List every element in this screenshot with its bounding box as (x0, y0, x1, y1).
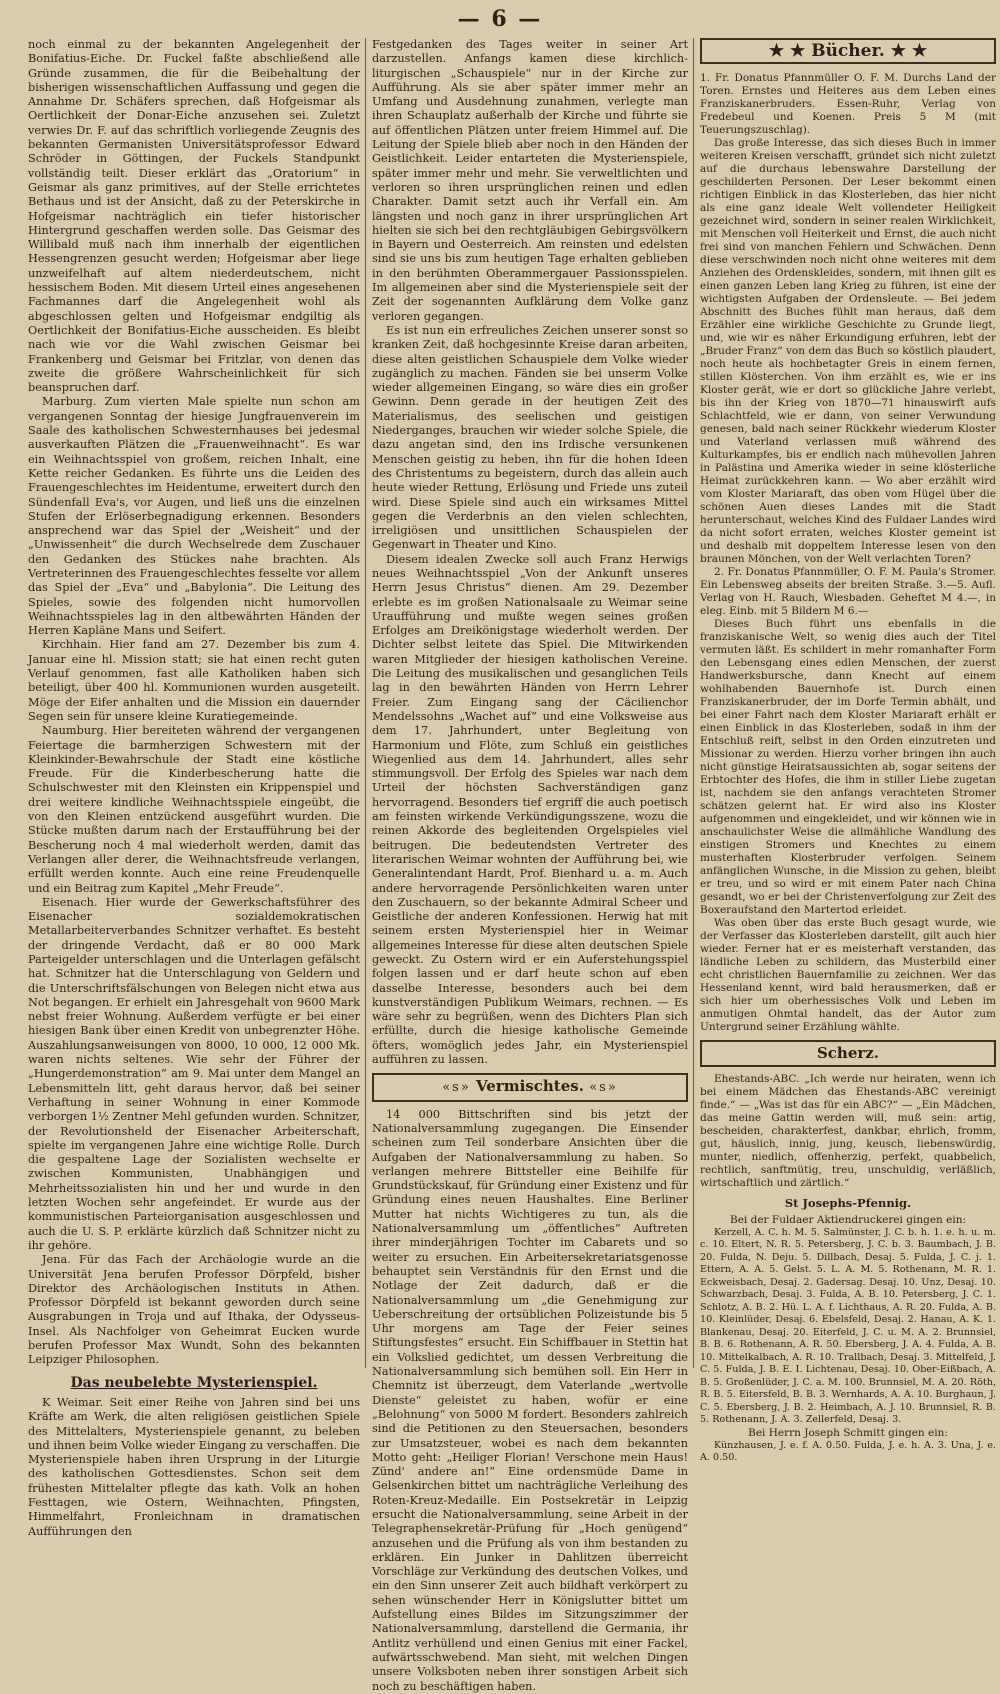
column-rule (693, 38, 694, 1368)
heading-vermischtes (372, 1073, 688, 1101)
article-mysterienspiel-cont: Festgedanken des Tages weiter in seiner Art darzustellen. Anfangs kamen diese kirchlich-liturgischen „Schauspiele“ nur in der Kirche zur Aufführung. Als sie aber später immer mehr an Umfang und Ausdehnung zunahmen, verlegte man ihren Schauplatz außerhalb der Kirche und führte sie auf öffentlichen Plätzen unter freiem Himmel auf. Die Leitung der Spiele blieb aber noch in den Händen der Geistlichkeit. Leider entarteten die Mysterienspiele, später immer mehr und mehr. Sie verweltlichten und verloren so ihren ursprünglichen reinen und edlen Charakter. Damit setzt auch ihr Verfall ein. Am längsten und noch ganz in ihrer ursprünglichen Art hielten sie sich bei den rechtgläubigen Gebirgsvölkern in Bayern und Oesterreich. Am reinsten und edelsten sind sie uns bis zum heutigen Tage erhalten geblieben in den berühmten Oberammergauer Passionsspielen. Im allgemeinen aber sind die Mysterienspiele seit der Zeit der sogenannten Aufklärung dem Volke ganz verloren gegangen. (372, 38, 688, 323)
ornament-right: «s» (589, 1080, 618, 1096)
star-icon: ★ ★ (768, 41, 806, 61)
column-rule (365, 38, 366, 1368)
article-mysterienspiel-p3: Diesem idealen Zwecke soll auch Franz Herwigs neues Weihnachtsspiel „Von der Ankunft unseres Herrn Jesus Christus“ dienen. Am 29. Dezember erlebte es im großen Nationalsaale zu Weimar seine Uraufführung und mußte wegen seines großen Erfolges am Dreikönigstage wiederholt werden. Der Dichter selbst leitete das Spiel. Die Mitwirkenden waren Mitglieder der hiesigen katholischen Vereine. Die Leitung des musikalischen und gesanglichen Teils lag in den bewährten Händen von Herrn Lehrer Freier. Zum Eingang sang der Cäcilienchor Mendelssohns „Wachet auf“ und eine Volksweise aus dem 17. Jahrhundert, unter Begleitung von Harmonium und Flöte, zum Schluß ein geistliches Wiegenlied aus dem 14. Jahrhundert, alles sehr stimmungsvoll. Der Erfolg des Spieles war nach dem Urteil der höchsten Sachverständigen ganz hervorragend. Besonders tief ergriff die auch poetisch am feinsten wirkende Verkündigungsszene, wozu die reinen Akkorde des begleitenden Orgelspieles viel beitrugen. Die bedeutendsten Vertreter des literarischen Weimar wohnten der Aufführung bei, wie Generalintendant Hardt, Prof. Bienhard u. a. m. Auch andere hervorragende Persönlichkeiten waren unter den Zuschauern, so der bekannte Admiral Scheer und Geistliche der anderen Konfessionen. Herwig hat mit seinem ersten Mysterienspiel hier in Weimar allgemeines Interesse für diese alten deutschen Spiele geweckt. Zu Ostern wird er ein Auferstehungsspiel folgen lassen und er darf heute schon auf eben dasselbe Interesse, besonders auch bei dem kunstverständigen Publikum Weimars, rechnen. — Es wäre sehr zu begrüßen, wenn des Dichters Plan sich erfüllte, durch die hiesige katholische Gemeinde öfters, womöglich jedes Jahr, ein Mysterienspiel aufführen zu lassen. (372, 552, 688, 1067)
column-middle (372, 38, 688, 1693)
book-1-review: Das große Interesse, das sich dieses Buch in immer weiteren Kreisen verschafft, gründet sich nicht zuletzt auf die durchaus lebenswahre Darstellung der geschilderten Personen. Der Leser bekommt einen richtigen Einblick in das Klosterleben, das hier nicht als eine ganz ideale Welt vollendeter Heiligkeit gezeichnet wird, sondern in seiner realen Wirklichkeit, mit Menschen voll Heiterkeit und Ernst, die auch nicht frei sind von manchen Fehlern und Schwächen. Denn diese verschwinden noch nicht ohne weiteres mit dem Anziehen des Ordenskleides, sondern, mit ihnen gilt es einen ganzen Leben lang Krieg zu führen, ist eine der wichtigsten Aufgaben der Ordensleute. — Bei jedem Abschnitt des Buches fühlt man heraus, daß dem Erzähler eine wirkliche Geschichte zu Grunde liegt, und, wie wir es näher Erkundigung erfuhren, lebt der „Bruder Franz“ von dem das Buch so köstlich plaudert, noch heute als hochbetagter Greis in einem fernen, stillen Klösterchen. Von ihm erzählt es, wie er ins Kloster gerät, wie er dort so glückliche Jahre verlebt, bis ihn der Krieg von 1870—71 hinauswirft aufs Schlachtfeld, wie er dann, von seiner Verwundung genesen, bald nach seiner Rückkehr wiederum Kloster und Vaterland verlassen muß während des Kulturkampfes, bis er endlich nach mühevollen Jahren in Palästina und Amerika wieder in seine klösterliche Heimat zurückkehren kann. — Wo aber erzählt wird vom Kloster Mariaraft, das oben vom Hügel über die schönen Auen dieses Landes mit die Stadt herunterschaut, welches Kind des Fuldaer Landes wird da nicht sofort erraten, welches Kloster gemeint ist und deshalb mit doppeltem Interesse lesen von den braunen Mönchen, von der Welt verlachten Toren? (700, 137, 996, 566)
heading-mysterienspiel: Das neubelebte Mysterienspiel. (70, 1374, 318, 1391)
article-eisenach: Eisenach. Hier wurde der Gewerkschaftsführer des Eisenacher sozialdemokratischen Metallarbeiterverbandes Schnitzer verhaftet. Es besteht der dringende Verdacht, daß er 80 000 Mark Parteigelder unterschlagen und die Unterlagen gefälscht hat. Schnitzer hat die Unterschlagung von Geldern und die Unterschriftsfälschungen von Belegen nicht etwa aus Not begangen. Er erhielt ein Jahresgehalt von 9600 Mark nebst freier Wohnung. Außerdem verfügte er bei einer hiesigen Bank über einen Kredit von unbegrenzter Höhe. Auszahlungsanweisungen von 8000, 10 000, 12 000 Mk. waren nichts seltenes. Wie sehr der Führer der „Hungerdemonstration“ am 9. Mai unter dem Mangel an Lebensmitteln litt, geht daraus hervor, daß bei seiner Verhaftung in seiner Wohnung in einer Kommode verborgen 1½ Zentner Mehl gefunden wurden. Schnitzer, der Revolutionsheld der Eisenacher Arbeiterschaft, spielte im vergangenen Jahre eine wichtige Rolle. Durch die gespaltene Lage der Sozialisten wechselte er zwischen Kommunisten, Unabhängigen und Mehrheitssozialisten hin und her und wurde in den letzten Wochen sehr angefeindet. Er wurde aus der kommunistischen Parteiorganisation ausgeschlossen und auch die U. S. P. erklärte kürzlich daß Schnitzer nicht zu ihr gehöre. (28, 895, 360, 1252)
heading-scherz: Scherz. (700, 1040, 996, 1066)
josephs-donor-list-2: Künzhausen, J. e. f. A. 0.50. Fulda, J. e. h. A. 3. Una, J. e. A. 0.50. (700, 1439, 996, 1464)
article-marburg: Marburg. Zum vierten Male spielte nun schon am vergangenen Sonntag der hiesige Jungfrauenverein im Saale des katholischen Schwesternhauses bei jedesmal ausverkauften Plätzen die „Frauenweihnacht“. Es war ein Weihnachtsspiel von großem, reichen Inhalt, eine Kette reicher Gedanken. Es führte uns die Leiden des Frauengeschlechtes im Heidentume, erweitert durch den Sündenfall Eva's, vor Augen, und ließ uns die einzelnen Stufen der Erlöserbegnadigung erkennen. Besonders ansprechend war das Spiel der „Weisheit“ und der „Unwissenheit“ die durch Wechselrede dem Zuschauer den Gedanken des Stückes nahe brachten. Als Vertreterinnen des Frauengeschlechtes fesselte vor allem das Spiel der „Eva“ und „Babylonia“. Die Leitung des Spieles, sowie des folgenden nicht humorvollen Weihnachtsspieles lag in den altbewährten Händen der Herren Kapläne Mans und Seifert. (28, 395, 360, 638)
article-naumburg: Naumburg. Hier bereiteten während der vergangenen Feiertage die barmherzigen Schwestern mit der Kleinkinder-Bewahrschule der Stadt eine köstliche Freude. Für die Kinderbescherung hatte die Schulschwester mit den Kleinsten ein Krippenspiel und drei weitere kindliche Weihnachtsspiele eingeübt, die von den Kleinen entzückend ausgeführt wurden. Die Stücke mußten darum nach der Erstaufführung bei der Bescherung noch 4 mal wiederholt werden, damit das Verlangen aller derer, die Weihnachtsfreude verlangen, erfüllt werden konnte. Auch eine reine Freudenquelle und ein Beitrag zum Kapitel „Mehr Freude“. (28, 724, 360, 895)
heading-josephs-pfennig: St Josephs-Pfennig. (784, 1195, 912, 1210)
column-right (700, 38, 996, 1464)
page-number: — 6 — (457, 6, 543, 32)
article-mysterienspiel-start: K Weimar. Seit einer Reihe von Jahren sind bei uns Kräfte am Werk, die alten religiösen geistlichen Spiele des Mittelalters, Mysterienspiele genannt, zu beleben und ihnen beim Volke wieder Eingang zu verschaffen. Die Mysterienspiele haben ihren Ursprung in der Liturgie des katholischen Gottesdienstes. Schon seit dem frühesten Mittelalter pflegte das kath. Volk an hohen Festtagen, wie Ostern, Weihnachten, Pfingsten, Himmelfahrt, Fronleichnam in dramatischen Aufführungen den (28, 1395, 360, 1538)
ornament-left: «s» (442, 1080, 471, 1096)
article-scherz: Ehestands-ABC. „Ich werde nur heiraten, wenn ich bei einem Mädchen das Ehestands-ABC vereinigt finde.“ — „Was ist das für ein ABC?“ — „Ein Mädchen, das meine Gattin werden will, muß sein: artig, bescheiden, charakterfest, dankbar, ehrlich, fromm, gut, häuslich, innig, jung, keusch, liebenswürdig, munter, niedlich, offenherzig, perfekt, quabbelich, rechtlich, sanftmütig, treu, unschuldig, verläßlich, wirtschaftlich und zärtlich.“ (700, 1072, 996, 1189)
josephs-subhead: Bei der Fuldaer Aktiendruckerei gingen ein: (729, 1213, 966, 1226)
heading-vermischtes-text: Vermischtes. (476, 1077, 584, 1096)
book-2-title: 2. Fr. Donatus Pfannmüller, O. F. M. Paula's Stromer. Ein Lebensweg abseits der breiten Straße. 3.—5. Aufl. Verlag von H. Rauch, Wiesbaden. Geheftet M 4.—, in eleg. Einb. mit 5 Bildern M 6.— (700, 566, 996, 618)
article-mysterienspiel-p2: Es ist nun ein erfreuliches Zeichen unserer sonst so kranken Zeit, daß hochgesinnte Kreise daran arbeiten, diese alten geistlichen Schauspiele dem Volke wieder zugänglich zu machen. Fänden sie bei unserm Volke wieder allgemeinen Eingang, so wäre dies ein großer Gewinn. Denn gerade in der heutigen Zeit des Materialismus, des seelischen und geistigen Niederganges, brauchen wir wieder solche Spiele, die dazu angetan sind, den ins Irdische versunkenen Menschen geistig zu heben, ihn für die hohen Ideen des Christentums zu begeistern, durch das allein auch heute wieder Rettung, Erlösung und Friede uns zuteil wird. Diese Spiele sind auch ein wirksames Mittel gegen die Verderbnis an den vielen schlechten, irreligiösen und unsittlichen Schauspielen der Gegenwart in Theater und Kino. (372, 323, 688, 552)
book-2-review-cont: Was oben über das erste Buch gesagt wurde, wie der Verfasser das Klosterleben darstellt, gilt auch hier wieder. Ferner hat er es meisterhaft verstanden, das ländliche Leben zu schildern, das Musterbild einer echt christlichen Bauernfamilie zu zeichnen. Wer das Hessenland kennt, wird bald herausmerken, daß er sich hier um oberhessisches Volk und Leben im anmutigen Ohmtal handelt, das der Autor zum Untergrund seiner Erzählung wählte. (700, 917, 996, 1034)
josephs-donor-list: Kerzell, A. C. h. M. 5. Salmünster, J. C. b. h. 1. e. h. u. m. c. 10. Eltert, N. R. 5. Petersberg, J. C. b. 3. Baumbach, J. B. 20. Fulda, N. Deju. 5. Dillbach, Desaj. 5. Fulda, J. C. j. 1. Ettern, A. A. 5. Gelst. 5. L. A. M. 5. Rothenann, M. R. 1. Eckweisbach, Desaj. 2. Gadersag. Desaj. 10. Unz, Desaj. 10. Schwarzbach, Desaj. 3. Fulda, A. B. 10. Petersberg, J. C. 1. Schlotz, A. B. 2. Hü. L. A. f. Lichthaus, A. R. 20. Fulda, A. B. 10. Kleinlüder, Desaj. 6. Ebelsfeld, Desaj. 2. Hanau, A. K. 1. Blankenau, Desaj. 20. Eiterfeld, J. C. u. M. A. 2. Brunnsiel, B. B. 6. Rothenann, A. R. 50. Ebersberg, J. A. 4. Fulda, A. B. 10. Mittelkalbach, A. R. 10. Trallbach, Desaj. 3. Mittelfeld, J. C. 5. Fulda, J. B. E. I. Lichtenau, Desaj. 10. Ober-Eißbach, A. B. 5. Großenlüder, J. C. a. M. 100. Brunnsiel, M. A. 20. Röth, R. B. 5. Eitersfeld, B. B. 3. Wernhards, A. A. 10. Burghaun, J. C. 5. Ebersberg, J. B. 2. Heimbach, A. J. 10. Brunnsiel, R. B. 5. Rothenann, J. A. 3. Zellerfeld, Desaj. 3. (700, 1226, 996, 1426)
heading-buecher-text: Bücher. (811, 41, 885, 61)
josephs-subhead-2: Bei Herrn Joseph Schmitt gingen ein: (748, 1426, 948, 1439)
article-kirchhain: Kirchhain. Hier fand am 27. Dezember bis zum 4. Januar eine hl. Mission statt; sie hat einen recht guten Verlauf genommen, fast alle Katholiken haben sich beteiligt, über 400 hl. Kommunionen wurden ausgeteilt. Möge der Eifer anhalten und die Mission ein dauernder Segen sein für unsere kleine Kuratiegemeinde. (28, 638, 360, 723)
article-bonifatius: noch einmal zu der bekannten Angelegenheit der Bonifatius-Eiche. Dr. Fuckel faßte abschließend alle Gründe zusammen, die für die Beibehaltung der bisherigen wissenschaftlichen Auffassung und gegen die Annahme Dr. Schäfers sprechen, daß Hofgeismar als Oertlichkeit der Donar-Eiche anzusehen sei. Zuletzt verwies Dr. F. auf das schriftlich vorliegende Zeugnis des bekannten Germanisten Universitätsprofessor Edward Schröder in Göttingen, der Fuckels Standpunkt vollständig teilt. Dieser erklärt das „Oratorium“ in Geismar als ganz primitives, auf der Stelle errichtetes Bethaus und ist der Ansicht, daß zu der Peterskirche in Hofgeismar nachträglich ein tiefer historischer Hintergrund geschaffen werden solle. Das Geismar des Willibald muß nach ihm innerhalb der eigentlichen Hessengrenzen gesucht werden; Hofgeismar aber liege unzweifelhaft auf altem niederdeutschem, nicht hessischem Boden. Mit diesem Urteil eines angesehenen Fachmannes darf die Angelegenheit wohl als abgeschlossen gelten und Hofgeismar endgiltig als Oertlichkeit der Bonifatius-Eiche ausscheiden. Es bleibt nach wie vor die Wahl zwischen Geismar bei Frankenberg und Geismar bei Fritzlar, von denen das zweite die größere Wahrscheinlichkeit für sich beanspruchen darf. (28, 38, 360, 395)
article-bittschriften: 14 000 Bittschriften sind bis jetzt der Nationalversammlung zugegangen. Die Einsender scheinen zum Teil sonderbare Ansichten über die Aufgaben der Nationalversammlung zu haben. So verlangen mehrere Bittsteller eine Beihilfe für Grundstückskauf, für Gründung einer Existenz und für Gründung eines neuen Haushaltes. Eine Berliner Mutter hat nichts Wichtigeres zu tun, als die Nationalversammlung um „öffentliches“ Auftreten ihrer minderjährigen Tochter im Cabarets und so weiter zu ersuchen. Ein Arbeitersekretariatsgenosse behauptet sein Verständnis für den Ernst und die Notlage der Zeit dadurch, daß er die Nationalversammlung um „die Genehmigung zur Ueberschreitung der ortsüblichen Polizeistunde bis 5 Uhr morgens am Tage der Feier seines Stiftungsfestes“ ersucht. Ein Schiffbauer in Stettin hat ein Volkslied gedichtet, um dessen Verbreitung die Nationalversammlung sich bemühen soll. Ein Herr in Chemnitz ist überzeugt, dem Vaterlande „wertvolle Dienste“ geleistet zu haben, wofür er eine „Belohnung“ von 5000 M fordert. Besonders zahlreich sind die Petitionen zu den Steuersachen, besonders zur Umsatzsteuer, wobei es nach dem bekannten Motto geht: „Heiliger Florian! Verschone mein Haus! Zünd' andere an!“ Eine ordensmüde Dame in Gelsenkirchen bittet um nachträgliche Verleihung des Roten-Kreuz-Medaille. Ein Postsekretär in Leipzig ersucht die Nationalversammlung, seine Arbeit in der Telegraphensekretär-Prüfung für „Hoch genügend“ anzusehen und die Prüfung als von ihm bestanden zu erklären. Ein Junker in Dahlitzen überreicht Vorschläge zur Verkündung des deutschen Volkes, und ein den Sinn unserer Zeit auch bildhaft verkörpert zu sehen wünschender Herr in Königslutter bittet um Aufstellung eines Bildes im Sitzungszimmer der Nationalversammlung, darstellend die Germania, ihr Antlitz verhüllend und einen Genius mit einer Fackel, aufwärtsschwebend. Man sieht, mit welchen Dingen unsere Volksboten neben ihrer sonstigen Arbeit sich noch zu beschäftigen haben. (372, 1107, 688, 1693)
heading-buecher (700, 38, 996, 64)
book-2-review: Dieses Buch führt uns ebenfalls in die franziskanische Welt, so wenig dies auch der Titel vermuten läßt. Es schildert in mehr romanhafter Form den Lebensgang eines edlen Menschen, der zuerst Handwerksbursche, dann Knecht auf einem wohlhabenden Bauernhofe ist. Durch einen Franziskanerbruder, der im Dorfe Termin abhält, und bei einer Fahrt nach dem Kloster Mariaraft erhält er einen Einblick in das Klosterleben, sodaß in ihm der Entschluß reift, selbst in den Orden einzutreten und Missionar zu werden. Hierzu vorher bringen ihn auch nicht günstige Heiratsaussichten ab, sogar seitens der Erbtochter des Hofes, die ihm in stiller Liebe zugetan ist, nachdem sie den anfangs verachteten Stromer schätzen gelernt hat. Er wird also ins Kloster aufgenommen und eingekleidet, und wir können wie in anschaulichster Weise die allmähliche Wandlung des einstigen Stromers und Knechtes zu einem musterhaften Klosterbruder verfolgen. Seinem anfänglichen Wunsche, in die Mission zu gehen, bleibt er treu, und so wird er mit einem Pater nach China gesandt, wo er bei der Christenverfolgung zur Zeit des Boxeraufstand den Martertod erleidet. (700, 618, 996, 917)
column-left (28, 38, 360, 1538)
book-1-title: 1. Fr. Donatus Pfannmüller O. F. M. Durchs Land der Toren. Ernstes und Heiteres aus dem Leben eines Franziskanerbruders. Essen-Ruhr, Verlag von Fredebeul und Koenen. Preis 5 M (mit Teuerungszuschlag). (700, 72, 996, 137)
article-jena: Jena. Für das Fach der Archäologie wurde an die Universität Jena berufen Professor Dörpfeld, bisher Direktor des Archäologischen Instituts in Athen. Professor Dörpfeld ist bekannt geworden durch seine Ausgrabungen in Troja und auf Ithaka, der Odysseus-Insel. Als Nachfolger von Geheimrat Eucken wurde berufen Professor Max Wundt, Sohn des bekannten Leipziger Philosophen. (28, 1253, 360, 1367)
star-icon: ★ ★ (890, 41, 928, 61)
